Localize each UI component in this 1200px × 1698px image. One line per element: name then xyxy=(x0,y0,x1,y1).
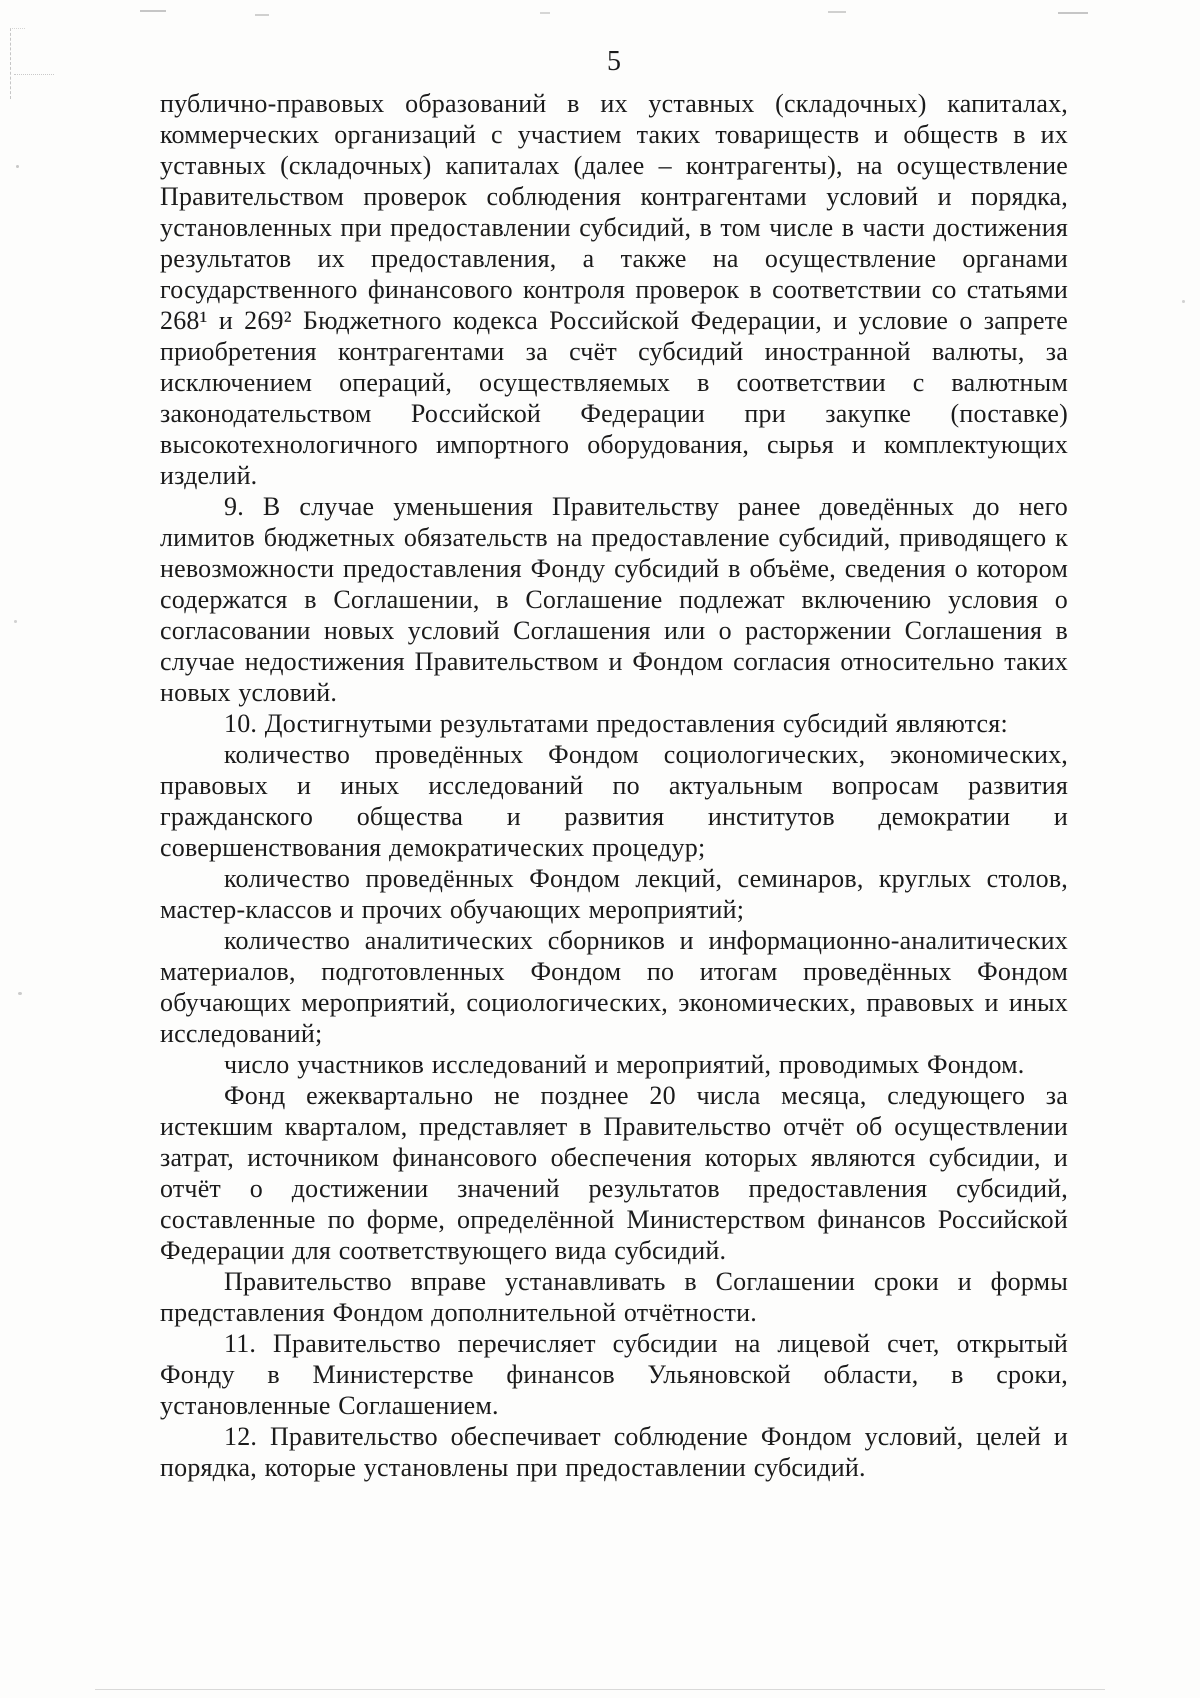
scan-artifact-top-dash xyxy=(828,11,846,13)
scan-artifact-speck xyxy=(16,165,19,168)
scan-artifact-dots xyxy=(14,60,54,75)
scan-artifact-corner-bracket xyxy=(10,28,25,99)
paragraph-additional-reporting: Правительство вправе устанавливать в Соглашении сроки и формы представления Фондом дополнительной отчётности. xyxy=(160,1267,1068,1327)
scan-artifact-speck xyxy=(1182,300,1185,303)
scan-artifact-top-dash xyxy=(255,14,269,16)
paragraph-result-research: количество проведённых Фондом социологических, экономических, правовых и иных исследований по актуальным вопросам развития гражданского общества и развития институтов демократии и совершенствования демократических процедур; xyxy=(160,740,1068,862)
paragraph-result-materials: количество аналитических сборников и информационно-аналитических материалов, подготовленных Фондом по итогам проведённых Фондом обучающих мероприятий, социологических, экономических, правовых и иных исследований; xyxy=(160,926,1068,1048)
scan-artifact-top-dash xyxy=(1058,12,1088,14)
scan-artifact-bottom-line xyxy=(95,1689,1105,1690)
scan-artifact-speck xyxy=(14,620,17,623)
paragraph-item-11: 11. Правительство перечисляет субсидии на лицевой счет, открытый Фонду в Министерстве финансов Ульяновской области, в сроки, установленные Соглашением. xyxy=(160,1329,1068,1420)
paragraph-continuation: публично-правовых образований в их уставных (складочных) капиталах, коммерческих организаций с участием таких товариществ и обществ в их уставных (складочных) капиталах (далее – контрагенты), на осуществление Правительством проверок соблюдения контрагентами условий и порядка, установленных при предоставлении субсидий, в том числе в части достижения результатов их предоставления, а также на осуществление органами государственного финансового контроля проверок в соответствии со статьями 268¹ и 269² Бюджетного кодекса Российской Федерации, и условие о запрете приобретения контрагентами за счёт субсидий иностранной валюты, за исключением операций, осуществляемых в соответствии с валютным законодательством Российской Федерации при закупке (поставке) высокотехнологичного импортного оборудования, сырья и комплектующих изделий. xyxy=(160,89,1068,490)
paragraph-item-10: 10. Достигнутыми результатами предоставления субсидий являются: xyxy=(224,709,1008,738)
scan-artifact-top-dash xyxy=(140,10,166,12)
page-number: 5 xyxy=(607,46,621,77)
paragraph-result-participants: число участников исследований и мероприятий, проводимых Фондом. xyxy=(224,1050,1025,1079)
paragraph-reporting: Фонд ежеквартально не позднее 20 числа месяца, следующего за истекшим кварталом, представляет в Правительство отчёт об осуществлении затрат, источником финансового обеспечения которых являются субсидии, и отчёт о достижении значений результатов предоставления субсидий, составленные по форме, определённой Министерством финансов Российской Федерации для соответствующего вида субсидий. xyxy=(160,1081,1068,1265)
paragraph-item-12: 12. Правительство обеспечивает соблюдение Фондом условий, целей и порядка, которые установлены при предоставлении субсидий. xyxy=(160,1422,1068,1482)
paragraph-item-9: 9. В случае уменьшения Правительству ранее доведённых до него лимитов бюджетных обязательств на предоставление субсидий, приводящего к невозможности предоставления Фонду субсидий в объёме, сведения о котором содержатся в Соглашении, в Соглашение подлежат включению условия о согласовании новых условий Соглашения или о расторжении Соглашения в случае недостижения Правительством и Фондом согласия относительно таких новых условий. xyxy=(160,492,1068,707)
scan-artifact-speck xyxy=(18,992,22,995)
paragraph-result-lectures: количество проведённых Фондом лекций, семинаров, круглых столов, мастер-классов и прочих обучающих мероприятий; xyxy=(160,864,1068,924)
document-body xyxy=(160,88,1068,1483)
scan-artifact-top-dash xyxy=(540,12,550,14)
